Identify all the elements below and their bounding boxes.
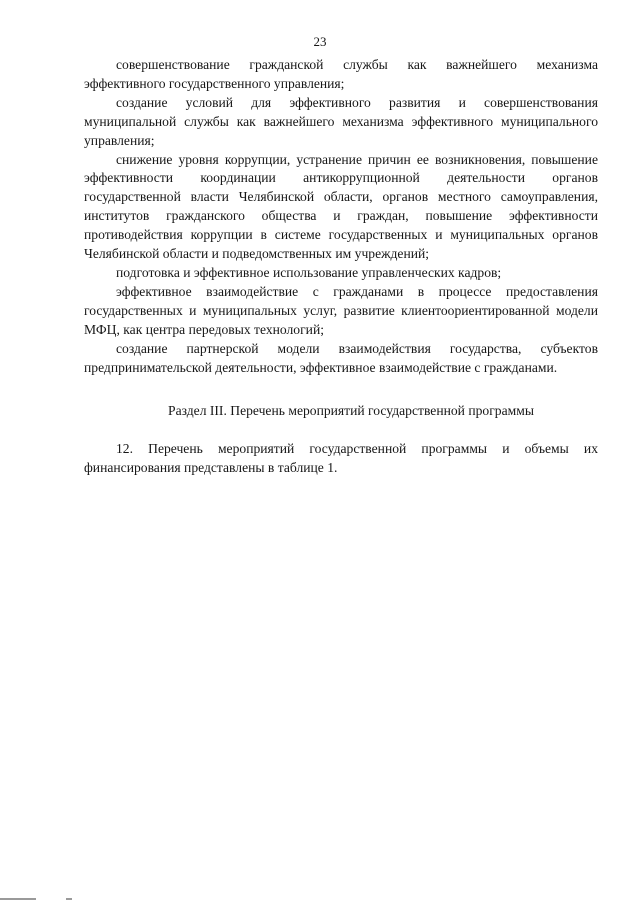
document-body: [84, 56, 598, 478]
page-number: 23: [313, 34, 327, 49]
paragraph-corruption: снижение уровня коррупции, устранение причин ее возникновения, повышение эффективности координации антикоррупционной деятельности органов государственной власти Челябинской области, органов местного самоуправления, институтов гражданского общества и граждан, повышение эффективности противодействия коррупции в системе государственных и муниципальных органов Челябинской области и подведомственных им учреждений;: [84, 151, 598, 262]
paragraph-personnel: подготовка и эффективное использование управленческих кадров;: [116, 264, 502, 280]
paragraph-citizen-interaction: эффективное взаимодействие с гражданами в процессе предоставления государственных и муниципальных услуг, развитие клиентоориентированной модели МФЦ, как центра передовых технологий;: [84, 283, 598, 337]
paragraph-municipal-service: создание условий для эффективного развития и совершенствования муниципальной службы как важнейшего механизма эффективного муниципального управления;: [84, 94, 598, 148]
scan-edge-mark: [0, 898, 36, 900]
paragraph-table-reference: 12. Перечень мероприятий государственной программы и объемы их финансирования представлены в таблице 1.: [84, 441, 598, 476]
paragraph-partnership-model: создание партнерской модели взаимодействия государства, субъектов предпринимательской деятельности, эффективное взаимодействие с гражданами.: [84, 340, 598, 375]
paragraph-civil-service: совершенствование гражданской службы как важнейшего механизма эффективного государственного управления;: [84, 57, 598, 91]
scan-edge-mark: [66, 898, 72, 900]
section-heading: Раздел III. Перечень мероприятий государственной программы: [168, 403, 534, 419]
